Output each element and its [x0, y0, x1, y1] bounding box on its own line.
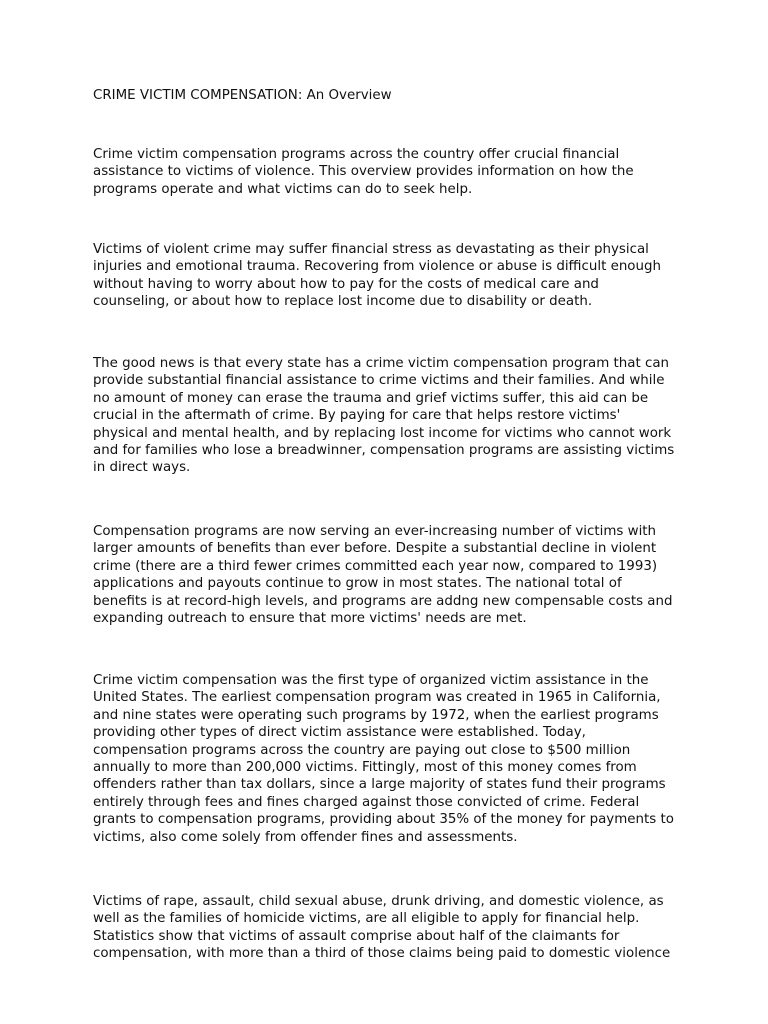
paragraph-line: in direct ways.	[93, 460, 191, 476]
paragraph-line: Crime victim compensation programs across the country offer crucial financial	[93, 147, 620, 162]
paragraph-line: expanding outreach to ensure that more victims' needs are met.	[93, 611, 527, 627]
paragraph-line: offenders rather than tax dollars, since a large majority of states fund their programs	[93, 777, 666, 793]
paragraph-line: well as the families of homicide victims, are all eligible to apply for financial help.	[93, 911, 640, 927]
paragraph-line: Compensation programs are now serving an ever-increasing number of victims with	[93, 524, 657, 539]
paragraph-5	[93, 672, 723, 846]
paragraph-line: provide substantial financial assistance to crime victims and their families. And while	[93, 373, 665, 389]
paragraph-line: assistance to victims of violence. This overview provides information on how the	[93, 164, 634, 180]
paragraph-line: and for families who lose a breadwinner, compensation programs are assisting victims	[93, 443, 675, 459]
paragraph-line: Crime victim compensation was the first type of organized victim assistance in the	[93, 673, 649, 688]
paragraph-line: no amount of money can erase the trauma and grief victims suffer, this aid can be	[93, 390, 649, 406]
paragraph-line: The good news is that every state has a crime victim compensation program that can	[93, 356, 670, 371]
paragraph-line: Victims of violent crime may suffer financial stress as devastating as their physical	[93, 242, 649, 257]
paragraph-line: physical and mental health, and by replacing lost income for victims who cannot work	[93, 425, 672, 441]
paragraph-line: without having to worry about how to pay for the costs of medical care and	[93, 276, 599, 292]
paragraph-line: United States. The earliest compensation program was created in 1965 in California,	[93, 690, 661, 706]
paragraph-2	[93, 241, 723, 311]
paragraph-line: injuries and emotional trauma. Recovering from violence or abuse is difficult enough	[93, 259, 661, 275]
paragraph-line: benefits is at record-high levels, and programs are addng new compensable costs and	[93, 593, 673, 609]
paragraph-6	[93, 893, 723, 963]
paragraph-line: Victims of rape, assault, child sexual abuse, drunk driving, and domestic violence, as	[93, 894, 664, 909]
paragraph-line: grants to compensation programs, providing about 35% of the money for payments to	[93, 812, 674, 828]
paragraph-3	[93, 355, 723, 477]
paragraph-line: compensation, with more than a third of those claims being paid to domestic violence	[93, 946, 671, 962]
paragraph-line: and nine states were operating such programs by 1972, when the earliest programs	[93, 707, 659, 723]
paragraph-1	[93, 146, 723, 198]
paragraph-line: providing other types of direct victim assistance were established. Today,	[93, 725, 586, 741]
paragraph-line: larger amounts of benefits than ever before. Despite a substantial decline in violent	[93, 541, 657, 557]
paragraph-line: counseling, or about how to replace lost income due to disability or death.	[93, 294, 593, 310]
paragraph-line: victims, also come solely from offender fines and assessments.	[93, 829, 518, 845]
document-title: CRIME VICTIM COMPENSATION: An Overview	[93, 88, 392, 103]
paragraph-line: crucial in the aftermath of crime. By paying for care that helps restore victims'	[93, 408, 621, 424]
paragraph-line: crime (there are a third fewer crimes committed each year now, compared to 1993)	[93, 558, 658, 574]
paragraph-line: compensation programs across the country are paying out close to $500 million	[93, 742, 631, 758]
paragraph-line: annually to more than 200,000 victims. Fittingly, most of this money comes from	[93, 760, 637, 776]
paragraph-line: entirely through fees and fines charged against those convicted of crime. Federal	[93, 794, 640, 810]
paragraph-line: programs operate and what victims can do to seek help.	[93, 181, 473, 197]
paragraph-4	[93, 523, 723, 627]
paragraph-line: applications and payouts continue to grow in most states. The national total of	[93, 576, 622, 592]
paragraph-line: Statistics show that victims of assault comprise about half of the claimants for	[93, 928, 620, 944]
